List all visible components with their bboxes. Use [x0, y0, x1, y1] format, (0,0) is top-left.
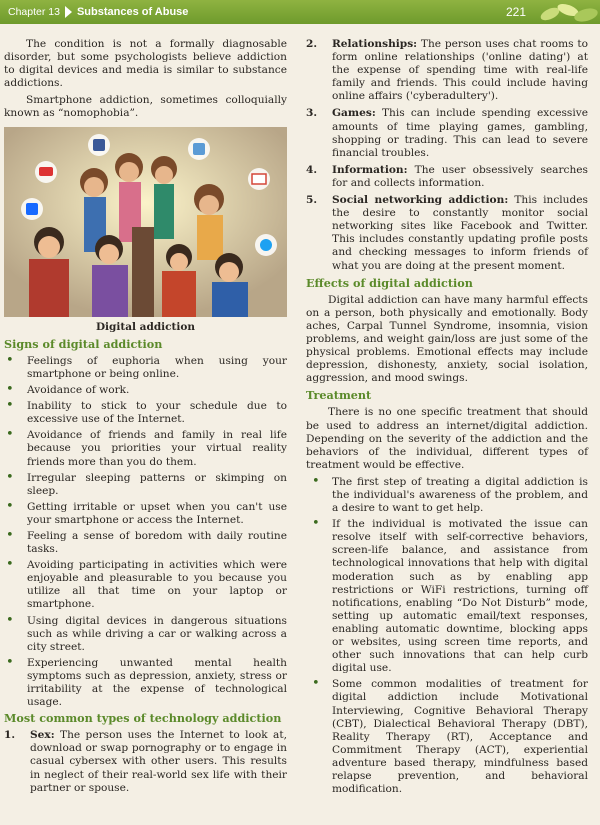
list-item: • Irregular sleeping patterns or skimping on sleep. [4, 472, 287, 498]
effects-paragraph: Digital addiction can have many harmful effects on a person, both physically and emotionally. Body aches, Carpal Tunnel Syndrome, insomnia, vision problems, and weight gain/loss are just some of the physical problems. Emotional effects may include depression, dishonesty, anxiety, social isolation, aggression, and mood swings. [306, 293, 588, 385]
list-item [306, 107, 588, 159]
item-text: The person uses chat rooms to form online relationships ('online dating') at the expense of spending time with real-life family and friends. This could include having online affairs ('cyberadultery'). [332, 38, 588, 103]
list-item: • Avoidance of friends and family in real life because you priorities your virtual reality friends more than you do them. [4, 429, 287, 468]
page-header [0, 0, 600, 24]
item-number: 2. [306, 38, 318, 50]
item-number: 3. [306, 107, 318, 120]
chevron-right-icon [65, 6, 72, 18]
list-item: • Experiencing unwanted mental health symptoms such as depression, anxiety, stress or irritability at the expense of technological usage. [4, 657, 287, 709]
treatment-heading: Treatment [306, 388, 372, 403]
leaves-decoration-icon [530, 0, 600, 24]
list-item: • Avoidance of work. [4, 384, 287, 397]
item-term: Social networking addiction: [332, 194, 509, 207]
chapter-label: Chapter 13 [8, 6, 60, 18]
signs-heading: Signs of digital addiction [4, 336, 163, 351]
types-heading: Most common types of technology addiction [4, 711, 282, 726]
signs-list [4, 355, 287, 709]
left-column [4, 38, 287, 799]
list-item: • Some common modalities of treatment for digital addiction include Motivational Interviewing, Cognitive Behavioral Therapy (CBT), Dialectical Behavioral Therapy (DBT), Reality Therapy (RT), Acceptance and Commitment Therapy (ACT), experiential adventure based therapy, mindfulness based relapse prevention, and behavioral modification. [306, 678, 588, 796]
item-number: 4. [306, 163, 318, 176]
list-item: • Getting irritable or upset when you can't use your smartphone or access the Internet. [4, 501, 287, 527]
item-text: This includes the desire to constantly monitor social networking sites like Facebook and Twitter. This includes constantly updating profile posts and checking messages to inform friends of what you are doing at the present moment. [332, 194, 588, 272]
figure-caption: Digital addiction [95, 320, 196, 333]
chapter-title: Substances of Abuse [76, 6, 189, 18]
list-item: • Avoiding participating in activities which were enjoyable and pleasurable to you because you utilize all that time on your laptop or smartphone. [4, 559, 287, 611]
item-term: Relationships: [332, 38, 418, 50]
list-item: • Feelings of euphoria when using your smartphone or being online. [4, 355, 287, 381]
page-number: 221 [506, 5, 527, 19]
item-text: The person uses the Internet to look at, download or swap pornography or to engage in casual cybersex with other users. This results in neglect of their real-world sex life with their partner or spouse. [30, 729, 287, 794]
list-item [4, 729, 287, 794]
list-item: • Using digital devices in dangerous situations such as while driving a car or walking across a city street. [4, 615, 287, 654]
item-term: Games: [332, 107, 376, 120]
item-number: 5. [306, 194, 318, 207]
item-text: This can include spending excessive amounts of time playing games, gambling, shopping or trading. This can lead to severe financial troubles. [332, 107, 588, 159]
types-list-continued [306, 38, 588, 273]
list-item: • If the individual is motivated the issue can resolve itself with self-corrective behaviors, screen-life balance, and assistance from technological innovations that help with digital moderation such as by enabling app restrictions or WiFi restrictions, turning off notifications, enabling “Do Not Disturb” mode, setting up automatic email/text responses, enabling automatic downtime, blocking apps or websites, using screen time reports, and other such innovations that can help curb digital use. [306, 518, 588, 675]
list-item [306, 194, 588, 273]
item-number: 1. [4, 729, 16, 742]
list-item [306, 38, 588, 103]
nomophobia-paragraph: Smartphone addiction, sometimes colloquially known as “nomophobia”. [4, 94, 287, 120]
treatment-list [306, 476, 588, 796]
list-item: • The first step of treating a digital addiction is the individual's awareness of the problem, and a desire to want to get help. [306, 476, 588, 515]
list-item: • Feeling a sense of boredom with daily routine tasks. [4, 530, 287, 556]
types-list [4, 729, 287, 794]
treatment-paragraph: There is no one specific treatment that should be used to address an internet/digital addiction. Depending on the severity of the addiction and the behaviors of the individual, different types of treatment would be effective. [306, 406, 588, 471]
item-text: The user obsessively searches for and collects information. [332, 163, 588, 189]
digital-addiction-illustration [4, 127, 287, 317]
right-column [306, 38, 588, 799]
item-term: Information: [332, 163, 408, 176]
effects-heading: Effects of digital addiction [306, 275, 473, 290]
intro-paragraph: The condition is not a formally diagnosable disorder, but some psychologists believe addiction to digital devices and media is similar to substance addictions. [4, 38, 287, 90]
item-term: Sex: [30, 729, 55, 742]
list-item: • Inability to stick to your schedule due to excessive use of the Internet. [4, 400, 287, 426]
list-item [306, 164, 588, 190]
